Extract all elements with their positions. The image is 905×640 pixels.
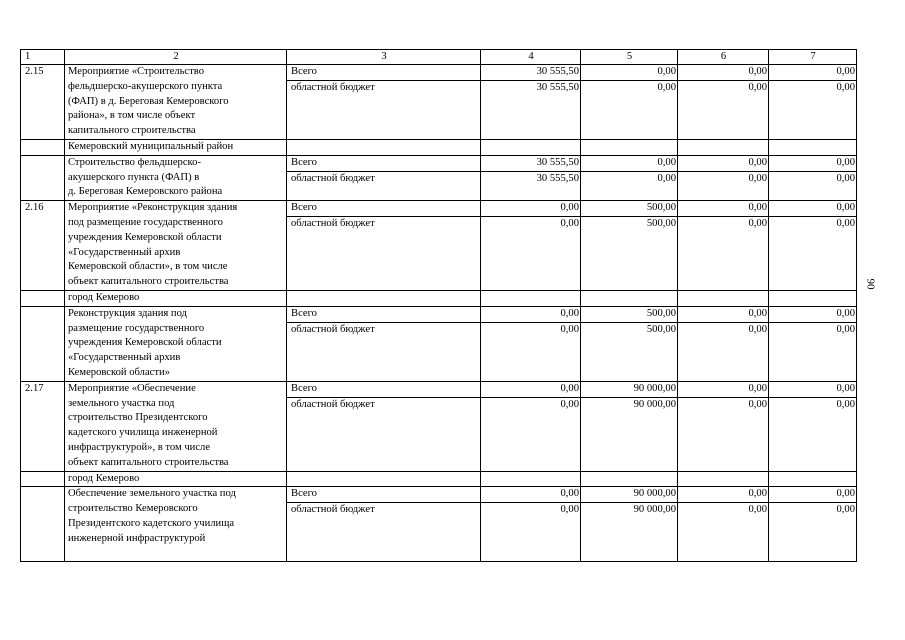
value-cell: 0,00 [481,306,581,322]
value-cell: 0,00 [769,503,857,562]
col-header-2: 2 [65,50,287,65]
funding-source: областной бюджет [287,80,481,139]
empty-cell [678,139,769,155]
name-line: «Государственный архив [68,352,181,364]
funding-source: областной бюджет [287,503,481,562]
empty-cell [581,139,678,155]
value-cell: 0,00 [581,155,678,171]
value-cell: 0,00 [678,65,769,81]
name-line: размещение государственного [68,322,205,334]
table-row [21,487,857,503]
name-line: инженерной инфраструктурой [68,532,206,544]
object-name [65,155,287,200]
value-cell: 0,00 [678,216,769,290]
col-header-6: 6 [678,50,769,65]
value-cell: 0,00 [769,487,857,503]
name-line: объект капитального строительства [68,276,229,288]
funding-source: Всего [287,381,481,397]
empty-cell [287,471,481,487]
funding-source: Всего [287,306,481,322]
row-number: 2.15 [21,65,65,140]
empty-cell [481,471,581,487]
table-row [21,155,857,171]
value-cell: 0,00 [769,322,857,381]
table-row [21,65,857,81]
value-cell: 0,00 [678,487,769,503]
empty-cell [581,290,678,306]
empty-cell [287,290,481,306]
value-cell: 500,00 [581,216,678,290]
table-row [21,306,857,322]
value-cell: 0,00 [581,80,678,139]
value-cell: 500,00 [581,322,678,381]
empty-cell [581,471,678,487]
area-row [21,139,857,155]
name-line: д. Береговая Кемеровского района [68,186,223,198]
name-line: под размещение государственного [68,216,223,228]
row-number: 2.17 [21,381,65,471]
name-line: Президентского кадетского училища [68,517,235,529]
empty-cell [678,290,769,306]
name-line: Реконструкция здания под [68,307,187,319]
value-cell: 0,00 [769,155,857,171]
value-cell: 0,00 [481,322,581,381]
name-line: кадетского училища инженерной [68,427,218,439]
name-line: учреждения Кемеровской области [68,337,222,349]
value-cell: 500,00 [581,306,678,322]
value-cell: 90 000,00 [581,397,678,471]
budget-table [20,49,857,562]
name-line: учреждения Кемеровской области [68,231,222,243]
empty-cell [769,471,857,487]
empty-cell [769,139,857,155]
value-cell: 0,00 [769,80,857,139]
column-header-row [21,50,857,65]
empty-cell [21,471,65,487]
funding-source: Всего [287,65,481,81]
area-name: город Кемерово [65,471,287,487]
empty-cell [481,139,581,155]
value-cell: 0,00 [481,381,581,397]
value-cell: 0,00 [678,172,769,201]
object-name [65,487,287,562]
empty-cell [769,290,857,306]
empty-cell [678,471,769,487]
col-header-7: 7 [769,50,857,65]
col-header-1: 1 [21,50,65,65]
empty-cell [287,139,481,155]
value-cell: 30 555,50 [481,80,581,139]
value-cell: 0,00 [481,397,581,471]
value-cell: 90 000,00 [581,381,678,397]
funding-source: областной бюджет [287,172,481,201]
empty-cell [21,487,65,562]
value-cell: 30 555,50 [481,65,581,81]
area-row [21,290,857,306]
value-cell: 0,00 [678,322,769,381]
funding-source: Всего [287,487,481,503]
name-line: Мероприятие «Реконструкция здания [68,202,238,214]
funding-source: областной бюджет [287,322,481,381]
object-name [65,306,287,381]
name-line: (ФАП) в д. Береговая Кемеровского [68,95,229,107]
funding-source: областной бюджет [287,216,481,290]
measure-name [65,381,287,471]
name-line: района», в том числе объект [68,110,196,122]
value-cell: 0,00 [678,381,769,397]
name-line: Строительство фельдшерско- [68,156,201,168]
name-line: строительство Президентского [68,412,208,424]
area-row [21,471,857,487]
empty-cell [481,290,581,306]
col-header-5: 5 [581,50,678,65]
name-line: Мероприятие «Строительство [68,66,204,77]
table-row [21,381,857,397]
funding-source: областной бюджет [287,397,481,471]
value-cell: 0,00 [678,306,769,322]
name-line: Обеспечение земельного участка под [68,488,236,500]
empty-cell [21,155,65,200]
name-line: Мероприятие «Обеспечение [68,382,196,394]
name-line: капитального строительства [68,125,196,137]
value-cell: 0,00 [481,201,581,217]
value-cell: 0,00 [769,397,857,471]
value-cell: 0,00 [769,65,857,81]
value-cell: 0,00 [769,216,857,290]
empty-cell [21,290,65,306]
col-header-4: 4 [481,50,581,65]
value-cell: 90 000,00 [581,503,678,562]
name-line: «Государственный архив [68,246,181,258]
col-header-3: 3 [287,50,481,65]
value-cell: 90 000,00 [581,487,678,503]
value-cell: 0,00 [678,201,769,217]
name-line: фельдшерско-акушерского пункта [68,80,223,92]
funding-source: Всего [287,201,481,217]
empty-cell [21,139,65,155]
value-cell: 500,00 [581,201,678,217]
table-row [21,201,857,217]
value-cell: 0,00 [481,487,581,503]
area-name: Кемеровский муниципальный район [65,139,287,155]
name-line: Кемеровской области», в том числе [68,261,228,273]
page-number: 90 [864,278,877,290]
row-number: 2.16 [21,201,65,291]
value-cell: 0,00 [481,216,581,290]
value-cell: 0,00 [678,155,769,171]
name-line: объект капитального строительства [68,456,229,468]
value-cell: 0,00 [581,172,678,201]
name-line: акушерского пункта (ФАП) в [68,171,200,183]
name-line: Кемеровской области» [68,366,170,378]
value-cell: 0,00 [769,381,857,397]
name-line: инфраструктурой», в том числе [68,441,211,453]
value-cell: 0,00 [678,397,769,471]
measure-name [65,65,287,140]
value-cell: 0,00 [769,201,857,217]
value-cell: 0,00 [678,80,769,139]
value-cell: 0,00 [769,172,857,201]
value-cell: 0,00 [678,503,769,562]
name-line: строительство Кемеровского [68,503,198,515]
name-line: земельного участка под [68,397,175,409]
measure-name [65,201,287,291]
area-name: город Кемерово [65,290,287,306]
value-cell: 30 555,50 [481,155,581,171]
value-cell: 0,00 [481,503,581,562]
value-cell: 0,00 [581,65,678,81]
value-cell: 30 555,50 [481,172,581,201]
empty-cell [21,306,65,381]
value-cell: 0,00 [769,306,857,322]
funding-source: Всего [287,155,481,171]
